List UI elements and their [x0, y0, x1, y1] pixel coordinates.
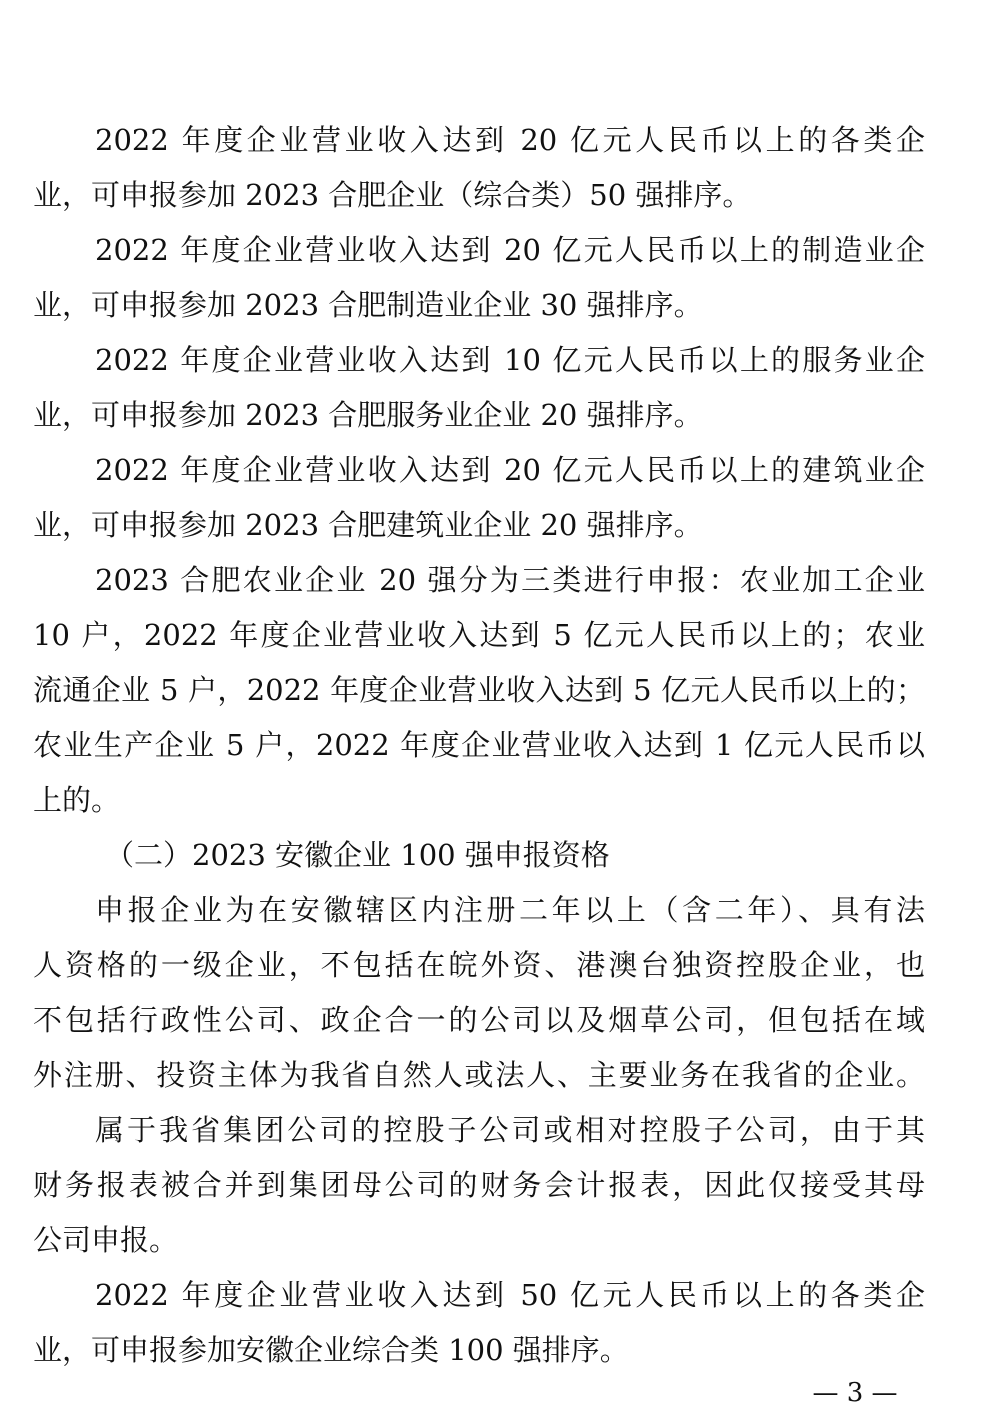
section-heading: （二）2023 安徽企业 100 强申报资格 — [105, 838, 610, 872]
paragraph-line: 业，可申报参加安徽企业综合类 100 强排序。 — [33, 1333, 629, 1367]
paragraph-line: 属于我省集团公司的控股子公司或相对控股子公司，由于其 — [95, 1113, 925, 1147]
paragraph-line: 业，可申报参加 2023 合肥制造业企业 30 强排序。 — [33, 288, 703, 322]
paragraph-line: 外注册、投资主体为我省自然人或法人、主要业务在我省的企业。 — [33, 1058, 925, 1092]
paragraph-line: 2022 年度企业营业收入达到 10 亿元人民币以上的服务业企 — [95, 343, 925, 377]
paragraph-line: 2022 年度企业营业收入达到 20 亿元人民币以上的各类企 — [95, 123, 925, 157]
paragraph-line: 2023 合肥农业企业 20 强分为三类进行申报：农业加工企业 — [95, 563, 925, 597]
paragraph-line: 农业生产企业 5 户，2022 年度企业营业收入达到 1 亿元人民币以 — [33, 728, 925, 762]
paragraph-line: 流通企业 5 户，2022 年度企业营业收入达到 5 亿元人民币以上的； — [33, 673, 925, 707]
paragraph-line: 公司申报。 — [33, 1223, 179, 1257]
paragraph-line: 10 户，2022 年度企业营业收入达到 5 亿元人民币以上的；农业 — [33, 618, 925, 652]
paragraph-line: 2022 年度企业营业收入达到 20 亿元人民币以上的建筑业企 — [95, 453, 925, 487]
paragraph-line: 财务报表被合并到集团母公司的财务会计报表，因此仅接受其母 — [33, 1168, 925, 1202]
paragraph-line: 2022 年度企业营业收入达到 50 亿元人民币以上的各类企 — [95, 1278, 925, 1312]
paragraph-line: 2022 年度企业营业收入达到 20 亿元人民币以上的制造业企 — [95, 233, 925, 267]
paragraph-line: 业，可申报参加 2023 合肥企业（综合类）50 强排序。 — [33, 178, 752, 212]
paragraph-line: 业，可申报参加 2023 合肥建筑业企业 20 强排序。 — [33, 508, 703, 542]
page-number: — 3 — — [812, 1378, 898, 1408]
paragraph-line: 人资格的一级企业，不包括在皖外资、港澳台独资控股企业，也 — [33, 948, 925, 982]
paragraph-line: 上的。 — [33, 783, 121, 817]
paragraph-line: 业，可申报参加 2023 合肥服务业企业 20 强排序。 — [33, 398, 703, 432]
paragraph-line: 申报企业为在安徽辖区内注册二年以上（含二年）、具有法 — [95, 893, 925, 927]
paragraph-line: 不包括行政性公司、政企合一的公司以及烟草公司，但包括在域 — [33, 1003, 925, 1037]
